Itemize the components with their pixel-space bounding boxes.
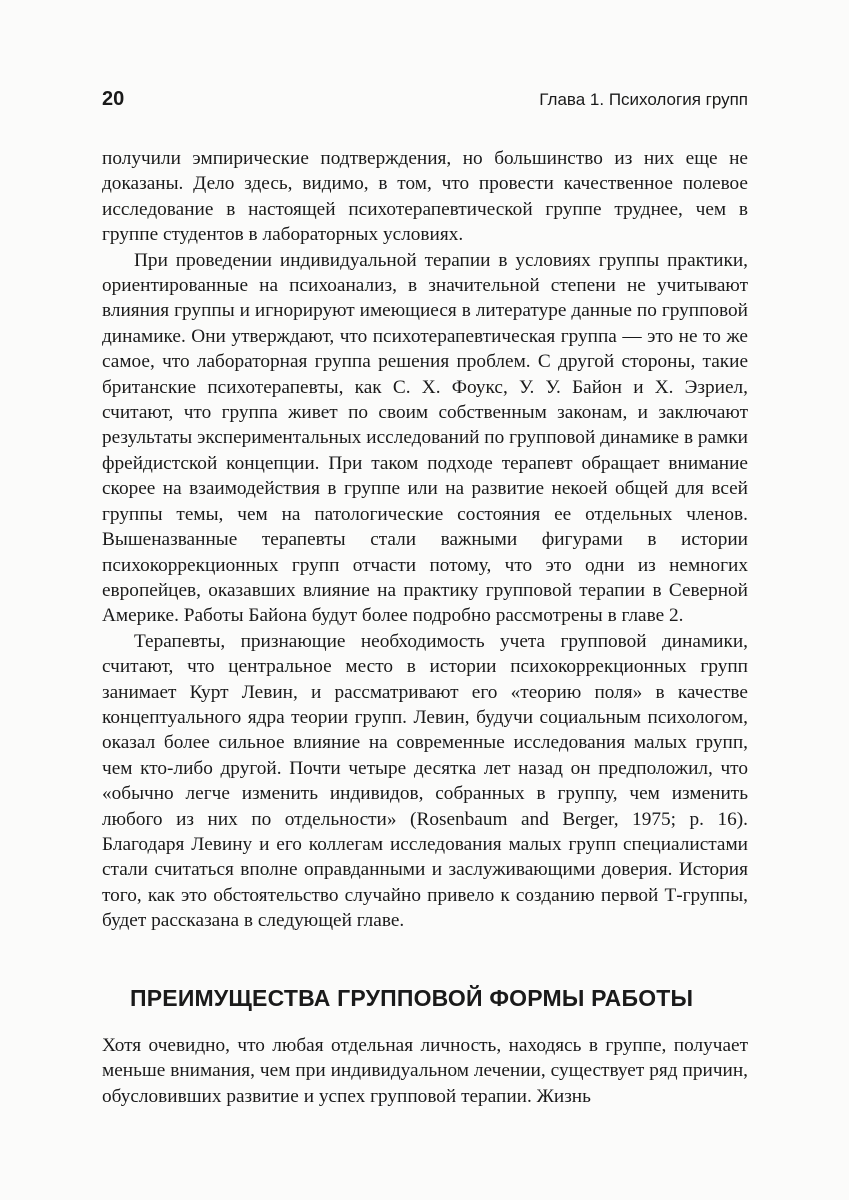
paragraph: При проведении индивидуальной терапии в условиях группы практики, ориентированные на психоанализ, в значительной степени не учитывают влияния группы и игнорируют имеющиеся в литературе данные по групповой динамике. Они утверждают, что психотерапевтическая группа — это не то же самое, что лабораторная группа решения проблем. С другой стороны, такие британские психотерапевты, как С. Х. Фоукс, У. У. Байон и Х. Эзриел, считают, что группа живет по своим собственным законам, и заключают результаты экспериментальных исследований по групповой динамике в рамки фрейдистской концепции. При таком подходе терапевт обращает внимание скорее на взаимодействия в группе или на развитие некоей общей для всей группы темы, чем на патологические состояния ее отдельных членов. Вышеназванные терапевты стали важными фигурами в истории психокоррекционных групп отчасти потому, что это одни из немногих европейцев, оказавших влияние на практику групповой терапии в Северной Америке. Работы Байона будут более подробно рассмотрены в главе 2. bbox=[102, 249, 748, 627]
section-heading: ПРЕИМУЩЕСТВА ГРУППОВОЙ ФОРМЫ РАБОТЫ bbox=[130, 985, 694, 1011]
body-text bbox=[102, 146, 748, 934]
paragraph: Хотя очевидно, что любая отдельная личность, находясь в группе, получает меньше внимания, чем при индивидуальном лечении, существует ряд причин, обусловивших развитие и успех групповой терапии. Жизнь bbox=[102, 1035, 748, 1107]
page-header bbox=[102, 88, 748, 118]
paragraph-continuation: получили эмпирические подтверждения, но большинство из них еще не доказаны. Дело здесь, видимо, в том, что провести качественное полевое исследование в настоящей психотерапевтической группе труднее, чем в группе студентов в лабораторных условиях. bbox=[102, 148, 748, 246]
page-number: 20 bbox=[102, 88, 125, 110]
section-body bbox=[102, 1033, 748, 1109]
paragraph: Терапевты, признающие необходимость учета групповой динамики, считают, что центральное место в истории психокоррекционных групп занимает Курт Левин, и рассматривают его «теорию поля» в качестве концептуального ядра теории групп. Левин, будучи социальным психологом, оказал более сильное влияние на современные исследования малых групп, чем кто-либо другой. Почти четыре десятка лет назад он предположил, что «обычно легче изменить индивидов, собранных в группу, чем изменить любого из них по отдельности» (Rosenbaum and Berger, 1975; p. 16). Благодаря Левину и его коллегам исследования малых групп специалистами стали считаться вполне оправданными и заслуживающими доверия. История того, как это обстоятельство случайно привело к созданию первой Т-группы, будет рассказана в следующей главе. bbox=[102, 630, 748, 932]
running-title: Глава 1. Психология групп bbox=[539, 90, 748, 109]
